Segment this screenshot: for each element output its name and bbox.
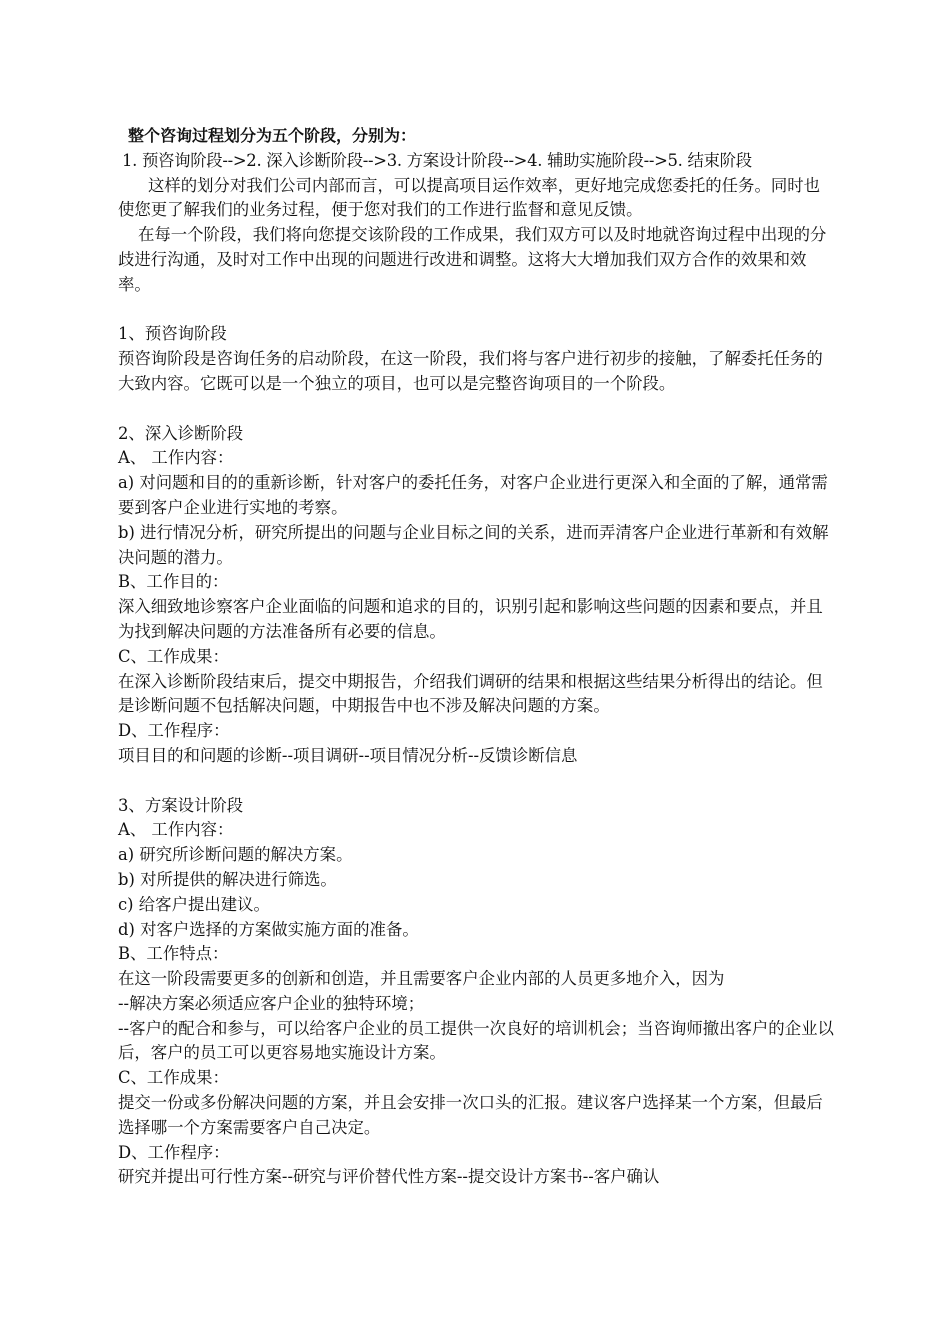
section-3-a-item: d) 对客户选择的方案做实施方面的准备。 <box>118 919 419 939</box>
section-3-c-body: 提交一份或多份解决问题的方案，并且会安排一次口头的汇报。建议客户选择某一个方案，但最后选择哪一个方案需要客户自己决定。 <box>118 1093 823 1137</box>
section-3-b-line: --客户的配合和参与，可以给客户企业的员工提供一次良好的培训机会；当咨询师撤出客户的企业以后，客户的员工可以更容易地实施设计方案。 <box>118 1018 834 1063</box>
intro-paragraph-2: 在每一个阶段，我们将向您提交该阶段的工作成果，我们双方可以及时地就咨询过程中出现的分歧进行沟通，及时对工作中出现的问题进行改进和调整。这将大大增加我们双方合作的效果和效率。 <box>118 225 827 294</box>
section-2-d-title: D、工作程序： <box>118 721 230 741</box>
section-3-c-title: C、工作成果： <box>118 1068 229 1088</box>
section-3-a-item: b) 对所提供的解决进行筛选。 <box>118 869 337 889</box>
spacer <box>118 397 834 422</box>
section-1-body: 预咨询阶段是咨询任务的启动阶段，在这一阶段，我们将与客户进行初步的接触，了解委托任务的大致内容。它既可以是一个独立的项目，也可以是完整咨询项目的一个阶段。 <box>118 349 823 393</box>
section-2-a-item: a) 对问题和目的的重新诊断，针对客户的委托任务，对客户企业进行更深入和全面的了解，通常需要到客户企业进行实地的考察。 <box>118 473 828 517</box>
intro-heading: 整个咨询过程划分为五个阶段，分别为： <box>128 126 417 145</box>
section-2-b-title: B、工作目的： <box>118 572 229 592</box>
section-3-d-title: D、工作程序： <box>118 1142 230 1162</box>
section-1-title: 1、预咨询阶段 <box>118 324 227 344</box>
stage-list: 1. 预咨询阶段-->2. 深入诊断阶段-->3. 方案设计阶段-->4. 辅助实施阶段-->5. 结束阶段 <box>122 150 752 170</box>
section-2-c-title: C、工作成果： <box>118 646 229 666</box>
section-3-a-title: A、 工作内容： <box>118 820 234 840</box>
spacer <box>118 769 834 794</box>
section-2-d-body: 项目目的和问题的诊断--项目调研--项目情况分析--反馈诊断信息 <box>118 745 578 765</box>
section-2-b-body: 深入细致地诊察客户企业面临的问题和追求的目的，识别引起和影响这些问题的因素和要点，并且为找到解决问题的方法准备所有必要的信息。 <box>118 597 823 641</box>
section-2-a-title: A、 工作内容： <box>118 448 234 468</box>
section-3-b-line: --解决方案必须适应客户企业的独特环境； <box>118 993 425 1013</box>
section-2-a-item: b) 进行情况分析，研究所提出的问题与企业目标之间的关系，进而弄清客户企业进行革新和有效解决问题的潜力。 <box>118 522 829 567</box>
intro-paragraph-1: 这样的划分对我们公司内部而言，可以提高项目运作效率，更好地完成您委托的任务。同时也使您更了解我们的业务过程，便于您对我们的工作进行监督和意见反馈。 <box>118 175 821 220</box>
document-page <box>118 124 834 1190</box>
section-3-a-item: a) 研究所诊断问题的解决方案。 <box>118 845 353 865</box>
section-3-b-title: B、工作特点： <box>118 944 229 964</box>
section-3-title: 3、方案设计阶段 <box>118 795 244 815</box>
section-3-d-body: 研究并提出可行性方案--研究与评价替代性方案--提交设计方案书--客户确认 <box>118 1167 660 1187</box>
section-3-b-line: 在这一阶段需要更多的创新和创造，并且需要客户企业内部的人员更多地介入，因为 <box>118 969 725 989</box>
section-2-c-body: 在深入诊断阶段结束后，提交中期报告，介绍我们调研的结果和根据这些结果分析得出的结论。但是诊断问题不包括解决问题，中期报告中也不涉及解决问题的方案。 <box>118 671 823 716</box>
spacer <box>118 298 834 323</box>
section-2-title: 2、深入诊断阶段 <box>118 423 244 443</box>
section-3-a-item: c) 给客户提出建议。 <box>118 894 270 914</box>
